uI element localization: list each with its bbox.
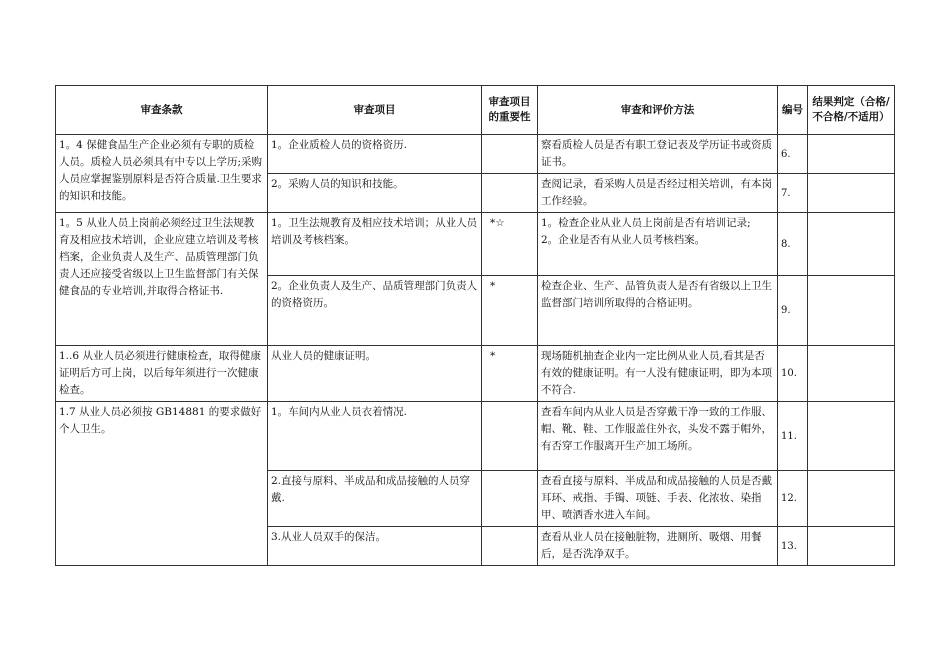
result-cell	[808, 402, 895, 471]
number-cell: 8.	[778, 213, 808, 276]
table-row	[56, 135, 895, 174]
method-cell: 查看车间内从业人员是否穿戴干净一致的工作服、帽、靴、鞋、工作服盖住外衣，头发不露于帽外，有否穿工作服离开生产加工场所。	[538, 402, 778, 471]
header-method: 审查和评价方法	[538, 86, 778, 135]
importance-cell	[482, 402, 538, 471]
number-cell: 7.	[778, 174, 808, 213]
importance-cell: *☆	[482, 213, 538, 276]
item-cell: 1。企业质检人员的资格资历.	[268, 135, 482, 174]
result-cell	[808, 471, 895, 527]
number-cell: 13.	[778, 527, 808, 566]
number-cell: 10.	[778, 346, 808, 402]
result-cell	[808, 346, 895, 402]
result-cell	[808, 276, 895, 346]
importance-cell: *	[482, 276, 538, 346]
importance-cell	[482, 527, 538, 566]
table-row	[56, 213, 895, 276]
table-row	[56, 402, 895, 471]
number-cell: 9.	[778, 276, 808, 346]
review-table	[55, 85, 895, 566]
method-cell: 查阅记录，看采购人员是否经过相关培训，有本岗工作经验。	[538, 174, 778, 213]
result-cell	[808, 174, 895, 213]
method-cell: 察看质检人员是否有职工登记表及学历证书或资质证书。	[538, 135, 778, 174]
method-cell: 1。检查企业从业人员上岗前是否有培训记录; 2。企业是否有从业人员考核档案。	[538, 213, 778, 276]
header-number: 编号	[778, 86, 808, 135]
header-importance: 审查项目的重要性	[482, 86, 538, 135]
importance-cell	[482, 471, 538, 527]
table-row	[56, 346, 895, 402]
item-cell: 1。车间内从业人员衣着情况.	[268, 402, 482, 471]
importance-cell: *	[482, 346, 538, 402]
number-cell: 12.	[778, 471, 808, 527]
item-cell: 2.直接与原料、半成品和成品接触的人员穿戴.	[268, 471, 482, 527]
method-cell: 查看从业人员在接触脏物，进厕所、吸烟、用餐后，是否洗净双手。	[538, 527, 778, 566]
number-cell: 6.	[778, 135, 808, 174]
clause-cell: 1。5 从业人员上岗前必须经过卫生法规教育及相应技术培训，企业应建立培训及考核档案，企业负责人及生产、品质管理部门负责人还应接受省级以上卫生监督部门有关保健食品的专业培训,并取得合格证书.	[56, 213, 268, 346]
method-cell: 现场随机抽查企业内一定比例从业人员,看其是否有效的健康证明。有一人没有健康证明，即为本项不符合.	[538, 346, 778, 402]
header-row	[56, 86, 895, 135]
number-cell: 11.	[778, 402, 808, 471]
header-result: 结果判定（合格/不合格/不适用）	[808, 86, 895, 135]
importance-cell	[482, 135, 538, 174]
clause-cell: 1..6 从业人员必须进行健康检查，取得健康证明后方可上岗，以后每年须进行一次健康检查。	[56, 346, 268, 402]
item-cell: 3.从业人员双手的保洁。	[268, 527, 482, 566]
result-cell	[808, 527, 895, 566]
header-item: 审查项目	[268, 86, 482, 135]
clause-cell: 1.7 从业人员必须按 GB14881 的要求做好个人卫生。	[56, 402, 268, 566]
method-cell: 查看直接与原料、半成品和成品接触的人员是否戴耳环、戒指、手镯、项链、手表、化浓妆、染指甲、喷洒香水进入车间。	[538, 471, 778, 527]
item-cell: 2。企业负责人及生产、品质管理部门负责人的资格资历。	[268, 276, 482, 346]
importance-cell	[482, 174, 538, 213]
header-clause: 审查条款	[56, 86, 268, 135]
result-cell	[808, 135, 895, 174]
result-cell	[808, 213, 895, 276]
method-cell: 检查企业、生产、品管负责人是否有省级以上卫生监督部门培训所取得的合格证明。	[538, 276, 778, 346]
item-cell: 2。采购人员的知识和技能。	[268, 174, 482, 213]
clause-cell: 1。4 保健食品生产企业必须有专职的质检人员。质检人员必须具有中专以上学历;采购人员应掌握鉴别原料是否符合质量.卫生要求的知识和技能。	[56, 135, 268, 213]
item-cell: 1。卫生法规教育及相应技术培训；从业人员培训及考核档案。	[268, 213, 482, 276]
item-cell: 从业人员的健康证明。	[268, 346, 482, 402]
